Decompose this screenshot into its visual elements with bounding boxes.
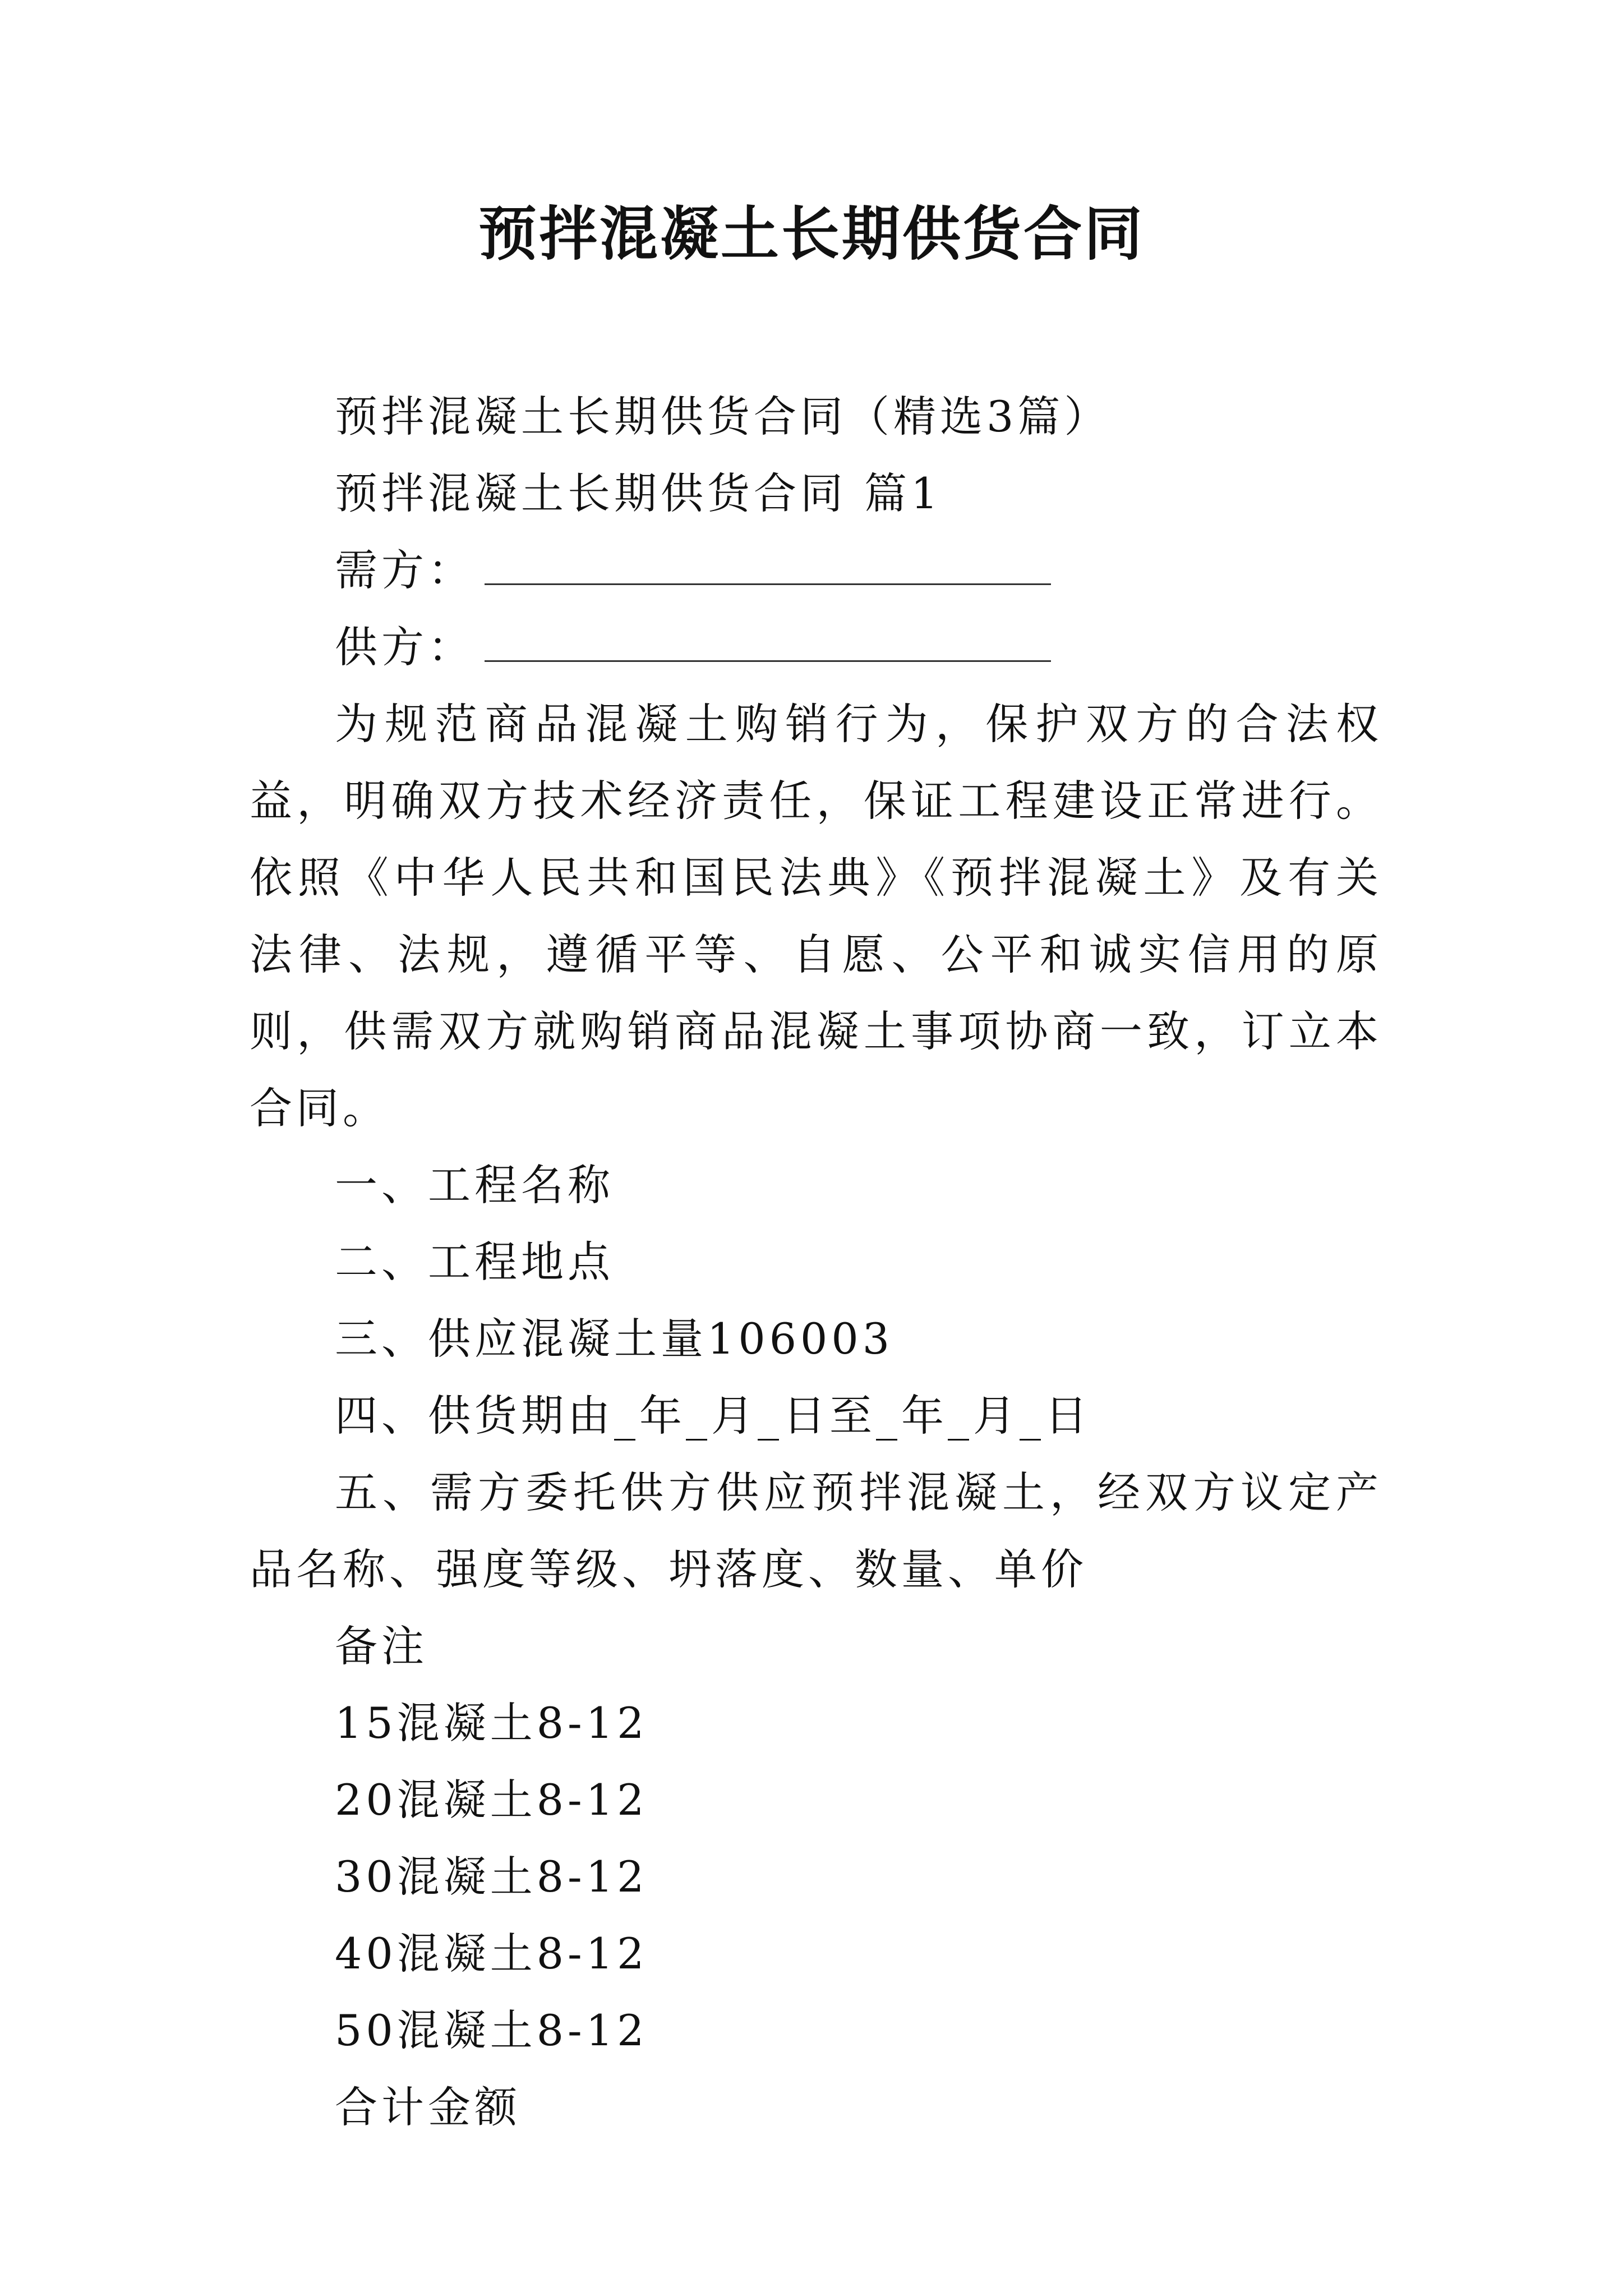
intro-paragraph: 为规范商品混凝土购销行为，保护双方的合法权益，明确双方技术经济责任，保证工程建设正常进行。依照《中华人民共和国民法典》《预拌混凝土》及有关法律、法规，遵循平等、自愿、公平和诚实信用的原则，供需双方就购销商品混凝土事项协商一致，订立本合同。 bbox=[250, 699, 1382, 1133]
clause-5: 五、需方委托供方供应预拌混凝土，经双方议定产品名称、强度等级、坍落度、数量、单价 bbox=[250, 1467, 1382, 1594]
grade-item: 15混凝土8-12 bbox=[335, 1698, 648, 1748]
remarks-label: 备注 bbox=[335, 1621, 428, 1671]
supplier-label: 供方： bbox=[335, 622, 474, 672]
clause-3: 三、供应混凝土量106003 bbox=[335, 1314, 894, 1364]
grade-item: 40混凝土8-12 bbox=[335, 1929, 648, 1978]
clause-2: 二、工程地点 bbox=[335, 1237, 614, 1287]
buyer-line bbox=[250, 532, 1382, 609]
supplier-blank-field bbox=[485, 621, 1051, 662]
grade-item: 50混凝土8-12 bbox=[335, 2005, 648, 2055]
total-amount-label: 合计金额 bbox=[335, 2082, 521, 2132]
clause-1: 一、工程名称 bbox=[335, 1160, 614, 1210]
document-title: 预拌混凝土长期供货合同 bbox=[478, 199, 1145, 268]
clause-4: 四、供货期由_年_月_日至_年_月_日 bbox=[335, 1391, 1091, 1441]
section-heading: 预拌混凝土长期供货合同 篇1 bbox=[335, 468, 942, 518]
buyer-label: 需方： bbox=[335, 545, 474, 595]
supplier-line bbox=[250, 609, 1382, 685]
document-subtitle: 预拌混凝土长期供货合同（精选3篇） bbox=[335, 392, 1111, 441]
grade-item: 30混凝土8-12 bbox=[335, 1852, 648, 1902]
grade-item: 20混凝土8-12 bbox=[335, 1775, 648, 1825]
buyer-blank-field bbox=[485, 544, 1051, 585]
document-body bbox=[250, 378, 1382, 2146]
